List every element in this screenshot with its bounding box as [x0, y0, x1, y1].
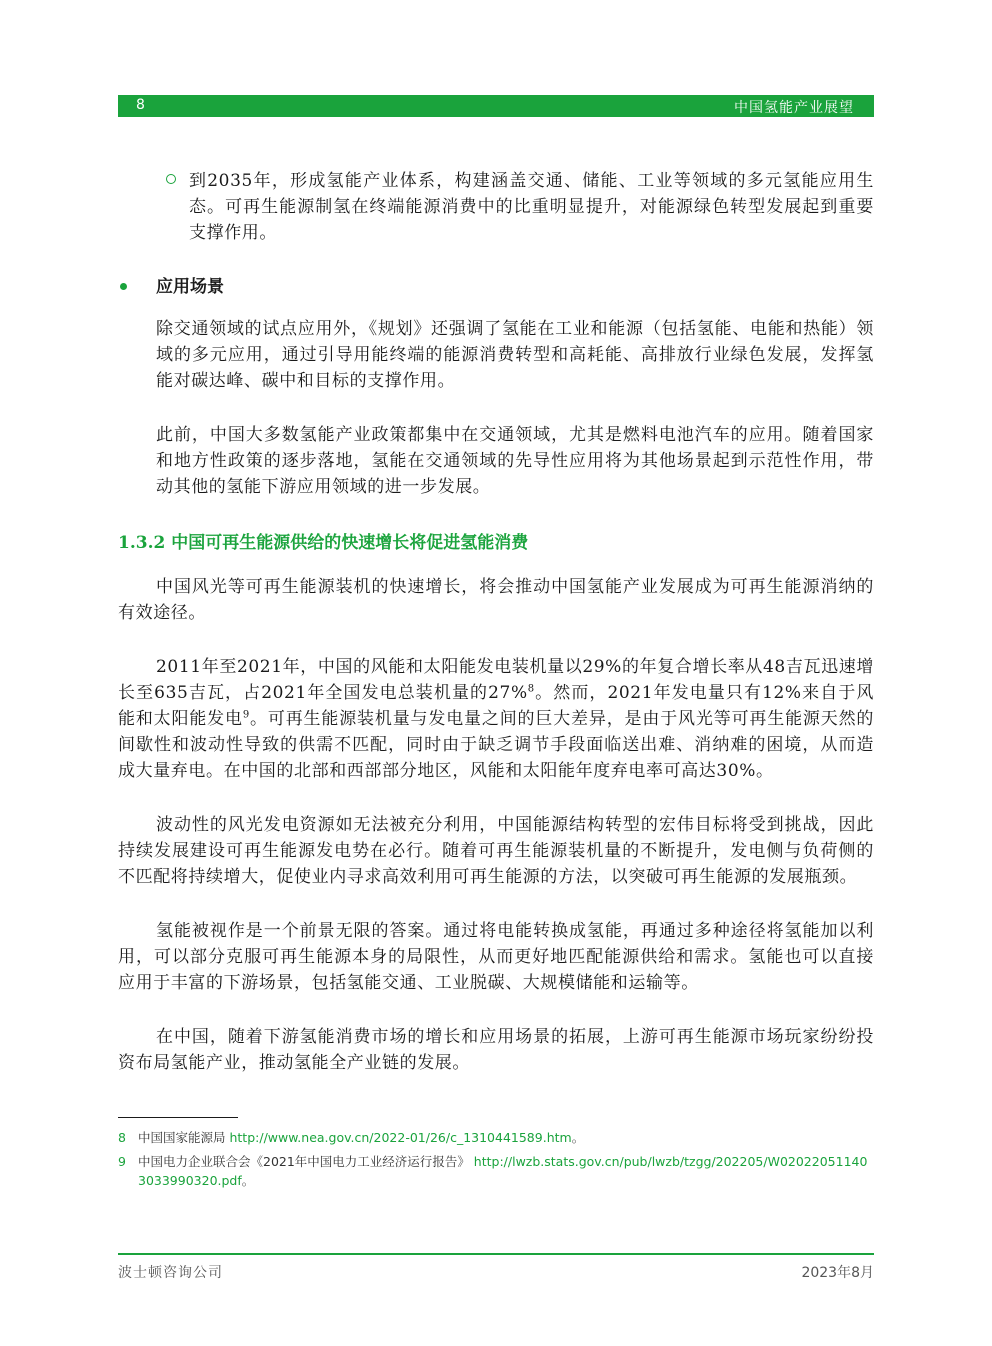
section-paragraph-4: 氢能被视作是一个前景无限的答案。通过将电能转换成氢能，再通过多种途径将氢能加以利用，可以部分克服可再生能源本身的局限性，从而更好地匹配能源供给和需求。氢能也可以直接应用于丰富的下游场景，包括氢能交通、工业脱碳、大规模储能和运输等。 [118, 921, 874, 993]
main-content [118, 160, 874, 1076]
footnote-tail: 。 [241, 1173, 255, 1188]
p2-text-b: 。然而，2021年发电量只有12%来自于风能和太阳能发电 [118, 683, 874, 729]
bullet-heading-text: 应用场景 [156, 277, 224, 297]
footnote-ref-9[interactable]: 9 [242, 709, 250, 721]
footer-divider [118, 1253, 874, 1255]
footnote-ref-8[interactable]: 8 [527, 683, 535, 695]
section-heading: 1.3.2 中国可再生能源供给的快速增长将促进氢能消费 [118, 533, 529, 553]
section-paragraph-3: 波动性的风光发电资源如无法被充分利用，中国能源结构转型的宏伟目标将受到挑战，因此持续发展建设可再生能源发电势在必行。随着可再生能源装机量的不断提升，发电侧与负荷侧的不匹配将持续增大，促使业内寻求高效利用可再生能源的方法，以突破可再生能源的发展瓶颈。 [118, 815, 874, 887]
footnote-8 [118, 1128, 874, 1147]
footnote-link[interactable]: http://www.nea.gov.cn/2022-01/26/c_1310441589.htm [229, 1130, 572, 1145]
bullet-paragraph-1: 除交通领域的试点应用外，《规划》还强调了氢能在工业和能源（包括氢能、电能和热能）领域的多元应用，通过引导用能终端的能源消费转型和高耗能、高排放行业绿色发展，发挥氢能对碳达峰、碳中和目标的支撑作用。 [156, 319, 874, 391]
p2-text-a: 2011年至2021年，中国的风能和太阳能发电装机量以29%的年复合增长率从48吉瓦迅速增长至635吉瓦，占2021年全国发电总装机量的27% [118, 657, 874, 703]
footer-company: 波士顿咨询公司 [118, 1265, 223, 1281]
footnote-text: 中国国家能源局 [138, 1130, 230, 1145]
sub-bullet-text: 到2035年，形成氢能产业体系，构建涵盖交通、储能、工业等领域的多元氢能应用生态。可再生能源制氢在终端能源消费中的比重明显提升，对能源绿色转型发展起到重要支撑作用。 [189, 171, 874, 243]
footnote-divider [118, 1117, 238, 1118]
p2-text-c: 。可再生能源装机量与发电量之间的巨大差异，是由于风光等可再生能源天然的间歇性和波动性导致的供需不匹配，同时由于缺乏调节手段面临送出难、消纳难的困境，从而造成大量弃电。在中国的北部和西部部分地区，风能和太阳能年度弃电率可高达30%。 [118, 709, 875, 781]
footnote-number: 9 [118, 1154, 126, 1169]
sub-bullet-item [118, 168, 874, 246]
header-title: 中国氢能产业展望 [734, 100, 854, 116]
footnote-number: 8 [118, 1130, 126, 1145]
bullet-paragraph-2: 此前，中国大多数氢能产业政策都集中在交通领域，尤其是燃料电池汽车的应用。随着国家和地方性政策的逐步落地，氢能在交通领域的先导性应用将为其他场景起到示范性作用，带动其他的氢能下游应用领域的进一步发展。 [156, 425, 874, 497]
page-number: 8 [136, 97, 145, 113]
bullet-body [118, 300, 874, 500]
footnote-tail: 。 [571, 1130, 585, 1145]
circle-bullet-icon [166, 174, 176, 184]
section-paragraph-5: 在中国，随着下游氢能消费市场的增长和应用场景的拓展，上游可再生能源市场玩家纷纷投资布局氢能产业，推动氢能全产业链的发展。 [118, 1027, 874, 1073]
footnote-9 [118, 1152, 874, 1190]
footnotes [118, 1128, 874, 1195]
section-paragraph-2 [118, 654, 874, 784]
section-paragraph-1: 中国风光等可再生能源装机的快速增长，将会推动中国氢能产业发展成为可再生能源消纳的有效途径。 [118, 577, 874, 623]
footnote-text: 中国电力企业联合会《2021年中国电力工业经济运行报告》 [138, 1154, 474, 1169]
footnote-link[interactable]: http://lwzb.stats.gov.cn/pub/lwzb/tzgg/202205/W020220511403033990320.pdf [138, 1154, 868, 1188]
dot-bullet-icon [120, 283, 127, 290]
footer-date: 2023年8月 [801, 1265, 874, 1281]
bullet-heading [118, 274, 874, 300]
header-bar [118, 95, 874, 117]
